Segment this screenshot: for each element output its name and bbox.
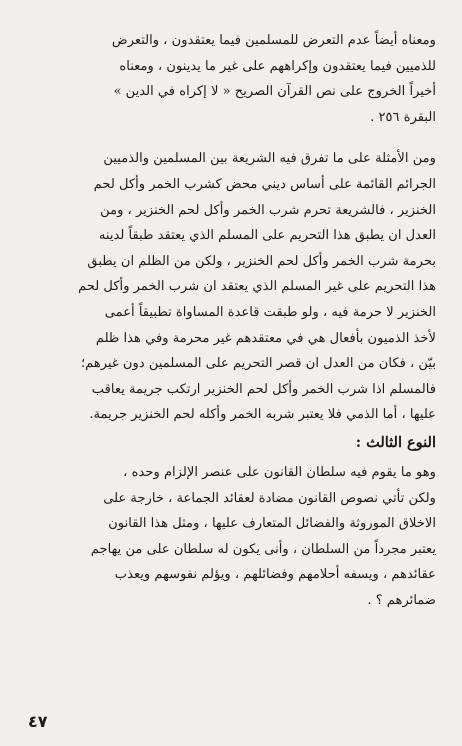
paragraph-gap: [28, 130, 436, 146]
text-line: عقائدهم ، ويسفه أحلامهم وفضائلهم ، ويؤلم نفوسهم ويعذب: [114, 567, 436, 583]
text-line: ولكن تأتي نصوص القانون مضادة لعقائد الجماعة ، خارجة على: [103, 490, 436, 506]
page-number: ٤٧: [28, 712, 48, 731]
text-line: لأخذ الذميون بأفعال هي في معتقدهم غير محرمة وفي هذا ظلم: [95, 330, 436, 346]
text-line: ضمائرهم ؟ .: [367, 592, 436, 608]
text-line: الخنزير ، فالشريعة تحرم شرب الخمر وأكل لحم الخنزير ، ومن: [100, 202, 436, 218]
text-line: للذميين فيما يعتقدون وإكراههم على غير ما يدينون ، ومعناه: [119, 58, 436, 74]
text-line: يعتبر مجرداً من السلطان ، وأنى يكون له سلطان على من يهاجم: [90, 541, 436, 557]
section-heading: النوع الثالث :: [355, 433, 436, 451]
text-line: وهو ما يقوم فيه سلطان القانون على عنصر الإلزام وحده ،: [123, 464, 436, 480]
text-line: فالمسلم اذا شرب الخمر وأكل لحم الخنزير ارتكب جريمة يعاقب: [91, 381, 436, 397]
text-line: بحرمة شرب الخمر وأكل لحم الخنزير ، ولكن من الظلم ان يطبق: [87, 253, 436, 269]
text-line: بيّن ، فكان من العدل ان قصر التحريم على المسلمين دون غيرهم؛: [80, 356, 436, 372]
text-line: ومن الأمثلة على ما تفرق فيه الشريعة بين المسلمين والذميين: [103, 151, 436, 167]
text-line: العدل ان يطبق هذا التحريم على المسلم الذي يعتقد طبقاً لدينه: [98, 228, 436, 244]
text-line: هذا التحريم على غير المسلم الذي يعتقد ان شرب الخمر وأكل لحم: [78, 279, 436, 295]
text-line: ومعناه أيضاً عدم التعرض للمسلمين فيما يعتقدون ، والتعرض: [111, 33, 436, 48]
text-line: عليها ، أما الذمي فلا يعتبر شربه الخمر وأكله لحم الخنزير جريمة.: [89, 407, 436, 423]
text-line: الاخلاق الموروثة والفضائل المتعارف عليها ، ومثل هذا القانون: [108, 516, 436, 532]
paragraph-2: [28, 146, 436, 428]
text-line: البقرة ٢٥٦ .: [370, 109, 436, 125]
text-line: أخيراً الخروج على نص القرآن الصريح « لا إكراه في الدين »: [113, 84, 436, 100]
paragraph-3: [28, 460, 436, 614]
paragraph-1: [28, 28, 436, 130]
text-line: الجرائم القائمة على أساس ديني محض كشرب الخمر وأكل لحم: [93, 176, 436, 192]
text-line: الخنزير لا حرمة فيه ، ولو طبقت قاعدة المساواة تطبيقاً أعمى: [104, 304, 436, 320]
